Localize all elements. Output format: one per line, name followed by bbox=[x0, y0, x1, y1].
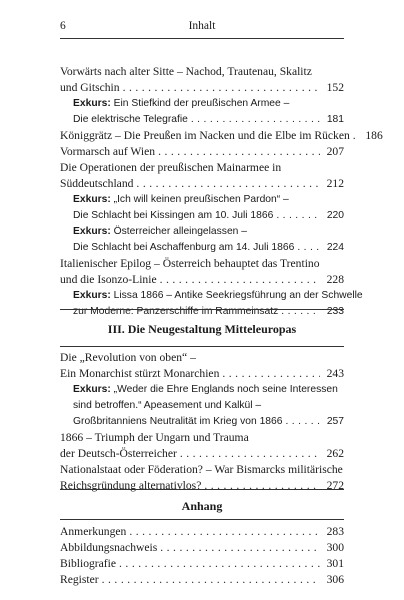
toc-entry-title bbox=[73, 414, 282, 430]
toc-entry bbox=[60, 64, 344, 80]
toc-entry-text: Ein Stiefkind der preußischen Armee – bbox=[110, 98, 290, 109]
toc-entry bbox=[60, 96, 344, 112]
toc-entry-title bbox=[60, 80, 120, 96]
dot-leader bbox=[157, 540, 320, 556]
toc-page-number: 257 bbox=[326, 416, 344, 427]
toc-entry-title bbox=[60, 160, 344, 176]
toc-entry-text: zur Moderne: Panzerschiffe im Rammeinsatz bbox=[73, 306, 279, 317]
toc-entry-title bbox=[60, 256, 344, 272]
toc-entry-text: Die „Revolution von oben“ – bbox=[60, 351, 196, 364]
toc-entry bbox=[60, 144, 344, 160]
toc-page-number: 220 bbox=[326, 210, 344, 221]
running-header bbox=[60, 20, 344, 36]
section-title-anhang: Anhang bbox=[181, 499, 223, 513]
toc-entry-title bbox=[60, 366, 219, 382]
toc-entry bbox=[60, 414, 344, 430]
toc-entry-text: Großbritanniens Neutralität im Krieg von 1866 bbox=[73, 416, 283, 427]
dot-leader bbox=[133, 176, 320, 192]
toc-entry-text: Die Schlacht bei Aschaffenburg am 14. Juli 1866 bbox=[73, 242, 295, 253]
toc-page-number: 233 bbox=[326, 306, 344, 317]
toc-entry bbox=[60, 304, 344, 320]
toc-entry-text: und Gitschin bbox=[60, 81, 120, 94]
dot-leader bbox=[99, 572, 320, 588]
exkurs-label: Exkurs: bbox=[73, 194, 111, 205]
toc-entry bbox=[60, 478, 344, 494]
toc-part-continued bbox=[60, 64, 383, 320]
toc-entry-title bbox=[60, 144, 155, 160]
toc-entry bbox=[60, 288, 363, 304]
toc-entry-text: „Weder die Ehre Englands noch seine Interessen bbox=[110, 384, 338, 395]
toc-entry bbox=[60, 256, 344, 272]
section-divider bbox=[60, 519, 344, 520]
toc-entry-text: Süddeutschland bbox=[60, 177, 134, 190]
toc-entry-title bbox=[73, 112, 188, 128]
toc-entry-text: Abbildungsnachweis bbox=[60, 541, 158, 554]
toc-entry-title bbox=[60, 272, 157, 288]
dot-leader bbox=[294, 240, 320, 256]
toc-entry-text: Königgrätz – Die Preußen im Nacken und die Elbe im Rücken bbox=[60, 129, 350, 142]
toc-entry-title bbox=[73, 96, 344, 112]
toc-entry-title bbox=[73, 398, 344, 414]
toc-entry-title bbox=[73, 304, 278, 320]
toc-entry-text: Österreicher alleingelassen – bbox=[110, 226, 247, 237]
toc-entry bbox=[60, 398, 344, 414]
toc-entry-title bbox=[73, 192, 344, 208]
toc-entry bbox=[60, 128, 383, 144]
toc-entry-title bbox=[73, 382, 344, 398]
toc-entry-text: Italienischer Epilog – Österreich behauptet das Trentino bbox=[60, 257, 320, 270]
toc-entry bbox=[60, 556, 344, 572]
toc-entry-title bbox=[60, 430, 344, 446]
toc-entry-title bbox=[60, 176, 133, 192]
dot-leader bbox=[116, 556, 320, 572]
dot-leader bbox=[282, 414, 320, 430]
section-divider bbox=[60, 489, 344, 490]
toc-page-number: 207 bbox=[326, 145, 344, 158]
toc-page-number: 186 bbox=[365, 129, 383, 142]
dot-leader bbox=[350, 128, 359, 144]
toc-entry-title bbox=[73, 288, 363, 304]
section-divider bbox=[60, 309, 344, 310]
dot-leader bbox=[155, 144, 320, 160]
toc-entry-text: 1866 – Triumph der Ungarn und Trauma bbox=[60, 431, 249, 444]
toc-entry bbox=[60, 350, 344, 366]
toc-entry-title bbox=[60, 556, 116, 572]
toc-entry-text: Register bbox=[60, 573, 99, 586]
toc-page-number: 283 bbox=[326, 525, 344, 538]
toc-entry-title bbox=[73, 224, 344, 240]
toc-entry bbox=[60, 224, 344, 240]
exkurs-label: Exkurs: bbox=[73, 384, 111, 395]
toc-entry-text: Ein Monarchist stürzt Monarchien bbox=[60, 367, 220, 380]
toc-anhang bbox=[60, 524, 344, 588]
toc-page-number: 300 bbox=[326, 541, 344, 554]
toc-page-number: 306 bbox=[326, 573, 344, 586]
toc-entry-text: Lissa 1866 – Antike Seekriegsführung an der Schwelle bbox=[110, 290, 363, 301]
toc-entry bbox=[60, 240, 344, 256]
toc-entry bbox=[60, 462, 344, 478]
toc-entry bbox=[60, 382, 344, 398]
exkurs-label: Exkurs: bbox=[73, 226, 111, 237]
toc-entry bbox=[60, 208, 344, 224]
toc-entry-text: Anmerkungen bbox=[60, 525, 127, 538]
toc-page-number: 224 bbox=[326, 242, 344, 253]
toc-page-number: 301 bbox=[326, 557, 344, 570]
toc-entry bbox=[60, 112, 344, 128]
toc-entry-text: Vormarsch auf Wien bbox=[60, 145, 156, 158]
running-title: Inhalt bbox=[188, 20, 216, 32]
toc-entry-text: „Ich will keinen preußischen Pardon“ – bbox=[110, 194, 289, 205]
toc-page-number: 272 bbox=[326, 479, 344, 492]
toc-entry bbox=[60, 524, 344, 540]
toc-entry-text: sind betroffen.“ Apeasement und Kalkül – bbox=[73, 400, 262, 411]
toc-entry bbox=[60, 272, 344, 288]
dot-leader bbox=[188, 112, 320, 128]
toc-entry-text: Vorwärts nach alter Sitte – Nachod, Trautenau, Skalitz bbox=[60, 65, 312, 78]
toc-entry bbox=[60, 446, 344, 462]
exkurs-label: Exkurs: bbox=[73, 290, 111, 301]
toc-entry-title bbox=[60, 462, 344, 478]
toc-page-number: 262 bbox=[326, 447, 344, 460]
toc-page-number: 212 bbox=[326, 177, 344, 190]
toc-entry-text: Reichsgründung alternativlos? bbox=[60, 479, 202, 492]
toc-entry-text: Die elektrische Telegrafie bbox=[73, 114, 188, 125]
toc-page-number: 228 bbox=[326, 273, 344, 286]
dot-leader bbox=[219, 366, 320, 382]
toc-entry-title bbox=[60, 350, 344, 366]
toc-entry bbox=[60, 572, 344, 588]
toc-entry-title bbox=[60, 478, 201, 494]
toc-entry-text: der Deutsch-Österreicher bbox=[60, 447, 177, 460]
toc-entry bbox=[60, 80, 344, 96]
toc-entry-title bbox=[60, 128, 350, 144]
toc-page-number: 152 bbox=[326, 81, 344, 94]
toc-page-number: 243 bbox=[326, 367, 344, 380]
toc-entry-text: Bibliografie bbox=[60, 557, 117, 570]
toc-section-iii bbox=[60, 350, 344, 494]
dot-leader bbox=[273, 208, 320, 224]
toc-entry bbox=[60, 430, 344, 446]
toc-entry-title bbox=[60, 64, 344, 80]
toc-entry bbox=[60, 176, 344, 192]
header-rule bbox=[60, 38, 344, 39]
toc-entry bbox=[60, 192, 344, 208]
dot-leader bbox=[126, 524, 320, 540]
toc-entry bbox=[60, 160, 344, 176]
dot-leader bbox=[157, 272, 320, 288]
section-title-iii: III. Die Neugestaltung Mitteleuropas bbox=[107, 322, 297, 336]
toc-entry-title bbox=[60, 572, 99, 588]
dot-leader bbox=[278, 304, 320, 320]
toc-entry-text: und die Isonzo-Linie bbox=[60, 273, 157, 286]
toc-page-number: 181 bbox=[326, 114, 344, 125]
exkurs-label: Exkurs: bbox=[73, 98, 111, 109]
page-number: 6 bbox=[60, 20, 66, 32]
toc-entry-title bbox=[60, 446, 177, 462]
toc-entry-title bbox=[60, 524, 126, 540]
toc-entry bbox=[60, 366, 344, 382]
dot-leader bbox=[177, 446, 320, 462]
toc-entry-title bbox=[60, 540, 157, 556]
dot-leader bbox=[120, 80, 320, 96]
toc-entry bbox=[60, 540, 344, 556]
toc-entry-text: Die Operationen der preußischen Mainarmee in bbox=[60, 161, 282, 174]
toc-entry-text: Die Schlacht bei Kissingen am 10. Juli 1866 bbox=[73, 210, 274, 221]
section-divider bbox=[60, 346, 344, 347]
toc-entry-title bbox=[73, 208, 273, 224]
toc-entry-title bbox=[73, 240, 294, 256]
dot-leader bbox=[201, 478, 320, 494]
toc-entry-text: Nationalstaat oder Föderation? – War Bismarcks militärische bbox=[60, 463, 343, 476]
